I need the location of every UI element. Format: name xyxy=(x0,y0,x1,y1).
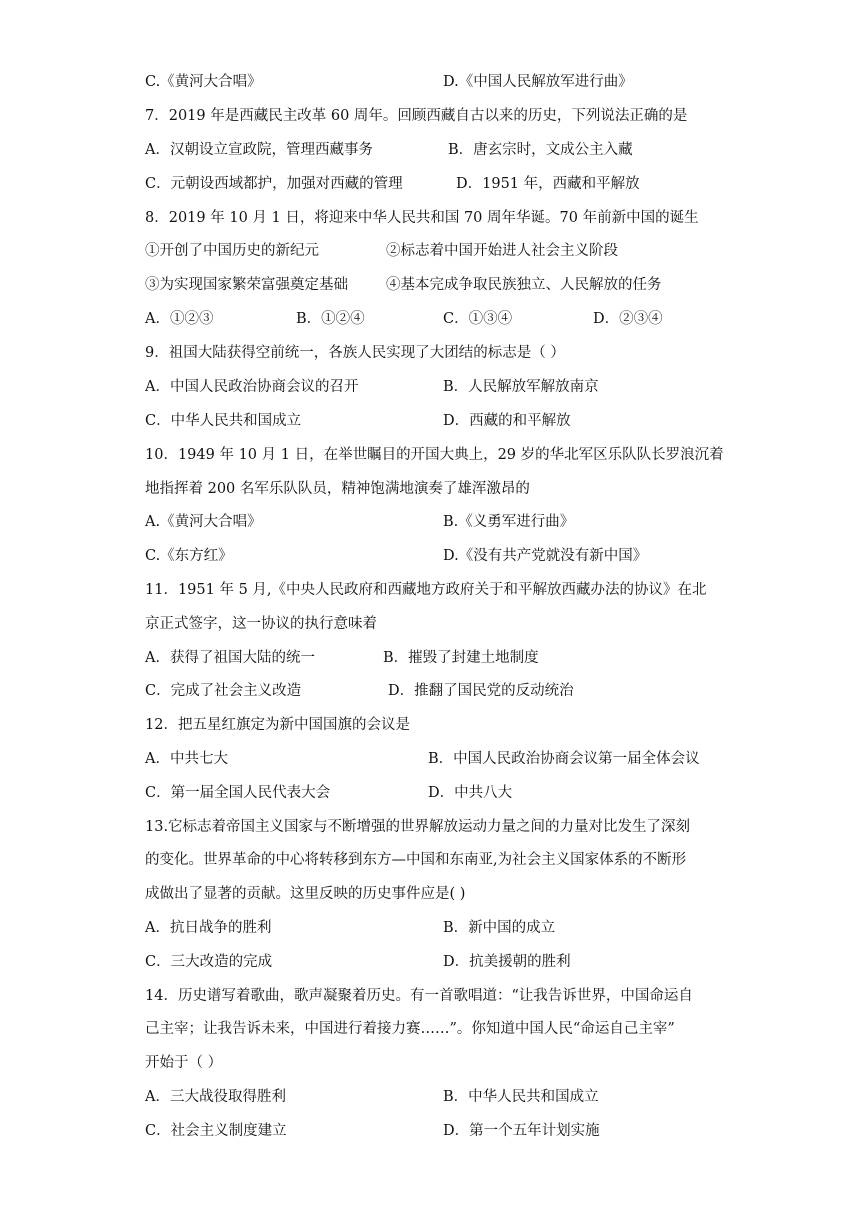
q13-option-d: D．抗美援朝的胜利 xyxy=(443,954,571,970)
q8-option-d: D．②③④ xyxy=(593,311,663,327)
q14-stem-line1: 14．历史谱写着歌曲，歌声凝聚着历史。有一首歌唱道：“让我告诉世界，中国命运自 xyxy=(145,988,693,1004)
q14-stem-line3: 开始于（ ） xyxy=(145,1055,223,1071)
q10-option-d: D.《没有共产党就没有新中国》 xyxy=(443,548,648,564)
q10-option-a: A.《黄河大合唱》 xyxy=(145,514,262,530)
q8-option-c: C．①③④ xyxy=(443,311,513,327)
q8-item-4: ④基本完成争取民族独立、人民解放的任务 xyxy=(386,277,662,293)
q13-stem-line1: 13.它标志着帝国主义国家与不断增强的世界解放运动力量之间的力量对比发生了深刻 xyxy=(145,819,691,835)
q8-option-b: B．①②④ xyxy=(296,311,365,327)
q13-stem-line2: 的变化。世界革命的中心将转移到东方—中国和东南亚,为社会主义国家体系的不断形 xyxy=(145,852,687,868)
q8-item-1: ①开创了中国历史的新纪元 xyxy=(145,243,319,259)
q8-item-3: ③为实现国家繁荣富强奠定基础 xyxy=(145,277,348,293)
q7-option-c: C．元朝设西域都护，加强对西藏的管理 xyxy=(145,176,403,192)
q11-stem-line2: 京正式签字，这一协议的执行意味着 xyxy=(145,616,377,632)
q13-stem-line3: 成做出了显著的贡献。这里反映的历史事件应是( ) xyxy=(145,886,466,902)
q10-option-c: C.《东方红》 xyxy=(145,548,233,564)
q7-stem: 7．2019 年是西藏民主改革 60 周年。回顾西藏自古以来的历史，下列说法正确的是 xyxy=(145,108,688,124)
q14-option-c: C．社会主义制度建立 xyxy=(145,1123,287,1139)
q12-option-a: A．中共七大 xyxy=(145,751,228,767)
q13-option-a: A．抗日战争的胜利 xyxy=(145,920,272,936)
q6-option-d: D.《中国人民解放军进行曲》 xyxy=(443,74,633,90)
q14-stem-line2: 己主宰；让我告诉未来，中国进行着接力赛……”。你知道中国人民“命运自己主宰” xyxy=(145,1021,675,1037)
q12-option-c: C．第一届全国人民代表大会 xyxy=(145,785,331,801)
q7-option-b: B．唐玄宗时，文成公主入藏 xyxy=(448,142,633,158)
q9-option-d: D．西藏的和平解放 xyxy=(443,413,571,429)
q10-stem-line2: 地指挥着 200 名军乐队队员，精神饱满地演奏了雄浑激昂的 xyxy=(145,481,530,497)
q9-stem: 9．祖国大陆获得空前统一，各族人民实现了大团结的标志是（ ） xyxy=(145,345,565,361)
q13-option-c: C．三大改造的完成 xyxy=(145,954,273,970)
q12-stem: 12．把五星红旗定为新中国国旗的会议是 xyxy=(145,717,410,733)
q14-option-a: A．三大战役取得胜利 xyxy=(145,1089,286,1105)
q9-option-b: B．人民解放军解放南京 xyxy=(443,379,599,395)
q11-stem-line1: 11．1951 年 5 月,《中央人民政府和西藏地方政府关于和平解放西藏办法的协议》在北 xyxy=(145,582,707,598)
q11-option-a: A．获得了祖国大陆的统一 xyxy=(145,650,315,666)
q7-option-d: D．1951 年，西藏和平解放 xyxy=(456,176,640,192)
q9-option-a: A．中国人民政治协商会议的召开 xyxy=(145,379,359,395)
q11-option-c: C．完成了社会主义改造 xyxy=(145,683,302,699)
q11-option-b: B．摧毁了封建土地制度 xyxy=(383,650,539,666)
q10-option-b: B.《义勇军进行曲》 xyxy=(443,514,575,530)
q10-stem-line1: 10．1949 年 10 月 1 日，在举世瞩目的开国大典上，29 岁的华北军区乐队队长罗浪沉着 xyxy=(145,447,724,463)
q12-option-d: D．中共八大 xyxy=(428,785,513,801)
q13-option-b: B．新中国的成立 xyxy=(443,920,556,936)
q6-option-c: C.《黄河大合唱》 xyxy=(145,74,262,90)
q7-option-a: A．汉朝设立宣政院，管理西藏事务 xyxy=(145,142,373,158)
q14-option-b: B．中华人民共和国成立 xyxy=(443,1089,599,1105)
q14-option-d: D．第一个五年计划实施 xyxy=(443,1123,600,1139)
q8-option-a: A．①②③ xyxy=(145,311,214,327)
q8-stem: 8．2019 年 10 月 1 日，将迎来中华人民共和国 70 周年华诞。70 年前新中国的诞生 xyxy=(145,210,699,226)
q8-item-2: ②标志着中国开始进人社会主义阶段 xyxy=(386,243,618,259)
q12-option-b: B．中国人民政治协商会议第一届全体会议 xyxy=(428,751,700,767)
q11-option-d: D．推翻了国民党的反动统治 xyxy=(388,683,574,699)
q9-option-c: C．中华人民共和国成立 xyxy=(145,413,302,429)
